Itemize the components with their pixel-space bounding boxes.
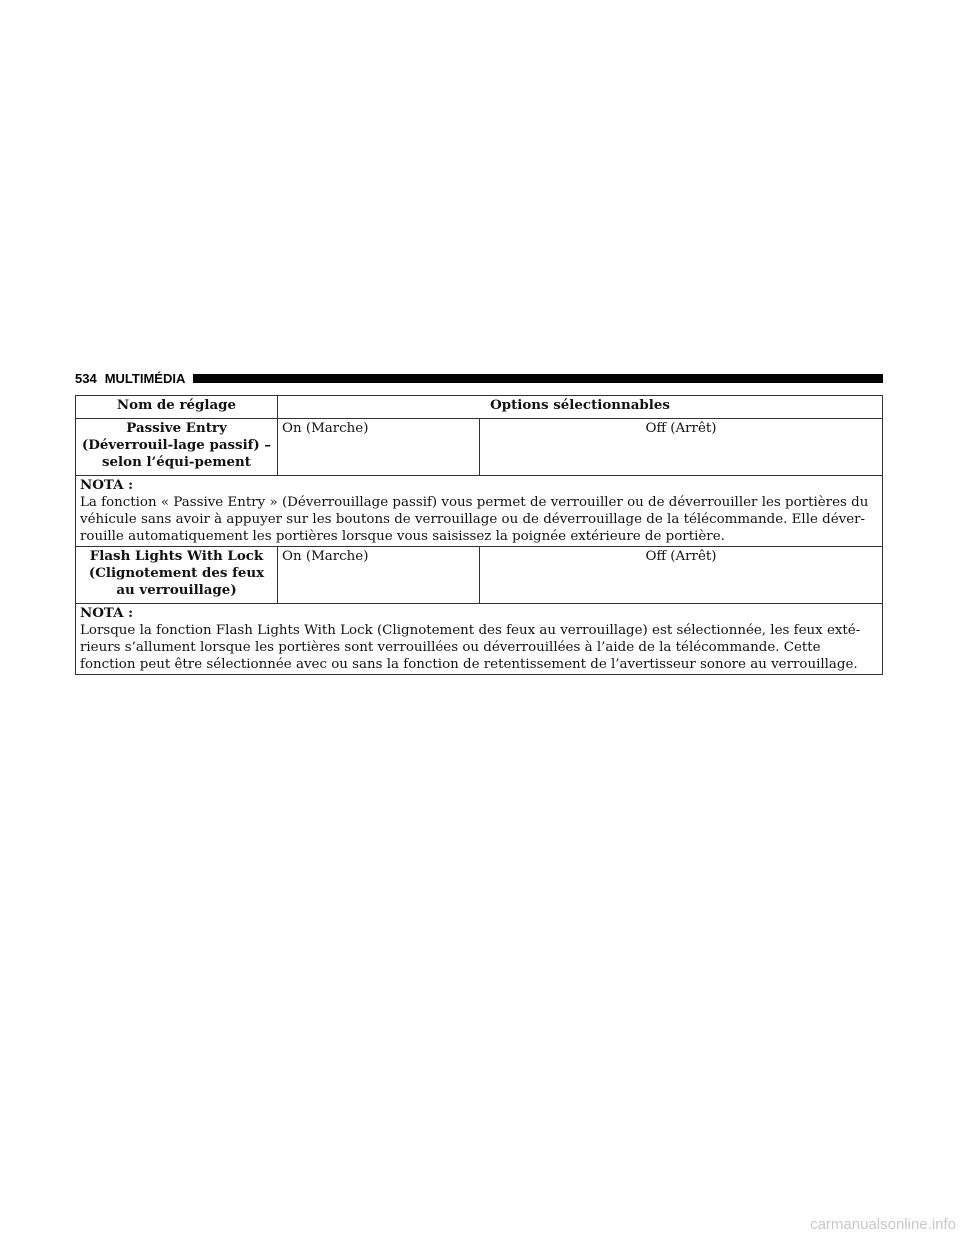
header-options: Options sélectionnables (278, 396, 883, 419)
option-off: Off (Arrêt) (480, 547, 883, 604)
option-on: On (Marche) (278, 547, 480, 604)
page-header (75, 368, 883, 388)
note-label: NOTA : (80, 477, 134, 493)
note-cell (76, 476, 883, 547)
table-row (76, 419, 883, 476)
table-header-row (76, 396, 883, 419)
note-text: Lorsque la fonction Flash Lights With Lock (Clignotement des feux au verrouillage) est sélectionnée, les feux exté-rieurs s’allument lorsque les portières sont verrouillées ou déverrouillées à l’aide de la télécommande. Cette fonction peut être sélectionnée avec ou sans la fonction de retentissement de l’avertisseur sonore au verrouillage. (80, 623, 861, 672)
setting-name: Flash Lights With Lock (Clignotement des feux au verrouillage) (76, 547, 278, 604)
option-on: On (Marche) (278, 419, 480, 476)
setting-name: Passive Entry (Déverrouil-lage passif) – selon l’équi-pement (76, 419, 278, 476)
table-row (76, 547, 883, 604)
option-off: Off (Arrêt) (480, 419, 883, 476)
page-number: 534 (75, 370, 97, 386)
note-text: La fonction « Passive Entry » (Déverrouillage passif) vous permet de verrouiller ou de déverrouiller les portières du véhicule sans avoir à appuyer sur les boutons de verrouillage ou de déverrouillage de la télécommande. Elle déver-rouille automatiquement les portières lorsque vous saisissez la poignée extérieure de portière. (80, 495, 869, 544)
header-rule (193, 374, 883, 383)
settings-table (75, 395, 883, 675)
note-label: NOTA : (80, 605, 134, 621)
note-cell (76, 604, 883, 675)
note-row (76, 604, 883, 675)
section-title: MULTIMÉDIA (104, 370, 186, 386)
header-setting-name: Nom de réglage (76, 396, 278, 419)
watermark: carmanualsonline.info (676, 1216, 956, 1238)
note-row (76, 476, 883, 547)
